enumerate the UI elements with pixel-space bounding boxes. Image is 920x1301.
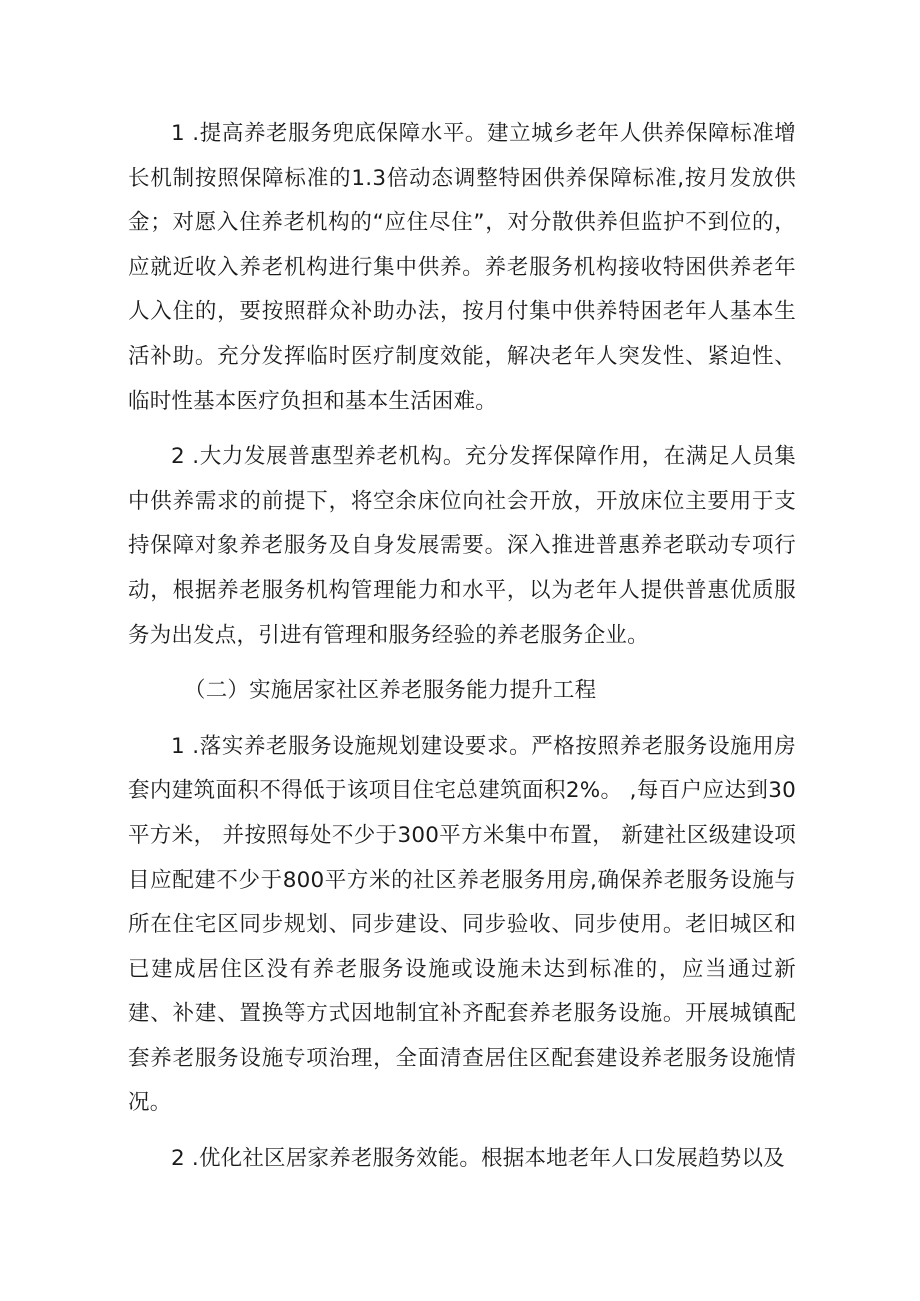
section-heading-community-care: （二）实施居家社区养老服务能力提升工程 [184, 678, 597, 704]
paragraph-community-service-efficiency: 2 .优化社区居家养老服务效能。根据本地老年人口发展趋势以及 [171, 1146, 785, 1172]
paragraph-basic-security: 1 .提高养老服务兜底保障水平。建立城乡老年人供养保障标准增长机制按照保障标准的1.3倍动态调整特困供养保障标准,按月发放供金；对愿入住养老机构的“应住尽住”，对分散供养但监护不到位的，应就近收入养老机构进行集中供养。养老服务机构接收特困供养老年人入住的，要按照群众补助办法，按月付集中供养特困老年人基本生活补助。充分发挥临时医疗制度效能，解决老年人突发性、紧迫性、临时性基本医疗负担和基本生活困难。 [128, 121, 796, 414]
paragraph-facility-planning: 1 .落实养老服务设施规划建设要求。严格按照养老服务设施用房套内建筑面积不得低于该项目住宅总建筑面积2%。 ,每百户应达到30平方米， 并按照每处不少于300平方米集中布置， 新建社区级建设项目应配建不少于800平方米的社区养老服务用房,确保养老服务设施与所在住宅区同步规划、同步建设、同步验收、同步使用。老旧城区和已建成居住区没有养老服务设施或设施未达到标准的，应当通过新建、补建、置换等方式因地制宜补齐配套养老服务设施。开展城镇配套养老服务设施专项治理，全面清查居住区配套建设养老服务设施情况。 [128, 733, 796, 1116]
document-body [128, 112, 796, 1193]
paragraph-inclusive-institutions: 2 .大力发展普惠型养老机构。充分发挥保障作用，在满足人员集中供养需求的前提下，将空余床位向社会开放，开放床位主要用于支持保障对象养老服务及自身发展需要。深入推进普惠养老联动专项行动，根据养老服务机构管理能力和水平，以为老年人提供普惠优质服务为出发点，引进有管理和服务经验的养老服务企业。 [128, 444, 796, 648]
